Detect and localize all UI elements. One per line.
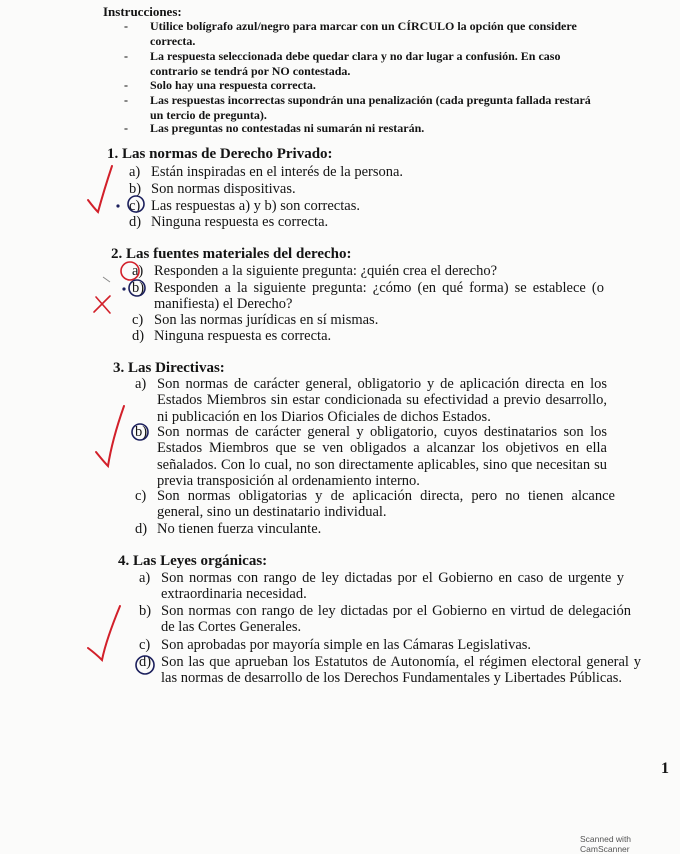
question-2-option-c[interactable]: c) Son las normas jurídicas en sí mismas. — [132, 312, 379, 328]
question-3-title: 3. Las Directivas: — [113, 360, 225, 376]
question-3-option-a[interactable]: a) Son normas de carácter general, obligatorio y de aplicación directa en los Estados Miembros sin estar condicionada su efectividad a previo desarrollo, ni publicación en los Diarios Oficiales de dichos Estados. — [135, 376, 607, 425]
question-1-option-b[interactable]: b) Son normas dispositivas. — [129, 181, 296, 197]
question-2-title: 2. Las fuentes materiales del derecho: — [111, 246, 352, 262]
blue-dot-icon — [116, 204, 119, 207]
instructions-title: Instrucciones: — [103, 4, 182, 19]
instruction-item: - Las preguntas no contestadas ni sumarán ni restarán. — [124, 121, 425, 135]
instruction-item: - Utilice bolígrafo azul/negro para marcar con un CÍRCULO la opción que considere correcta. — [124, 19, 577, 48]
question-1-option-c[interactable]: c) Las respuestas a) y b) son correctas. — [129, 198, 360, 214]
question-4-option-b[interactable]: b) Son normas con rango de ley dictadas por el Gobierno en virtud de delegación de las Cortes Generales. — [139, 603, 631, 636]
red-checkmark-icon — [88, 166, 112, 212]
page-number: 1 — [661, 760, 669, 777]
instruction-item: - La respuesta seleccionada debe quedar clara y no dar lugar a confusión. En caso contrario se tendrá por NO contestada. — [124, 49, 561, 78]
red-checkmark-icon — [88, 606, 120, 660]
question-3-option-d[interactable]: d) No tienen fuerza vinculante. — [135, 521, 322, 537]
scanner-watermark: Scanned with CamScanner — [580, 834, 632, 854]
question-3-option-b[interactable]: b) Son normas de carácter general y obligatorio, cuyos destinatarios son los Estados Miembros que se ven obligados a alcanzar los objetivos en ella señalados. Con lo cual, no son directamente aplicables, sino que necesitan su previa transposición al ordenamiento interno. — [135, 424, 607, 489]
red-x-icon — [94, 296, 110, 313]
question-1-title: 1. Las normas de Derecho Privado: — [107, 146, 333, 162]
question-4-option-c[interactable]: c) Son aprobadas por mayoría simple en las Cámaras Legislativas. — [139, 637, 532, 653]
instruction-item: - Las respuestas incorrectas supondrán una penalización (cada pregunta fallada restará un tercio de pregunta). — [124, 93, 591, 122]
question-4-title: 4. Las Leyes orgánicas: — [118, 553, 268, 569]
question-3-option-c[interactable]: c) Son normas obligatorias y de aplicación directa, pero no tienen alcance general, sino un destinatario individual. — [135, 488, 615, 521]
question-4-option-a[interactable]: a) Son normas con rango de ley dictadas por el Gobierno en caso de urgente y extraordinaria necesidad. — [139, 570, 624, 603]
question-2-option-d[interactable]: d) Ninguna respuesta es correcta. — [132, 328, 332, 344]
question-2-option-b[interactable]: b) Responden a la siguiente pregunta: ¿cómo (en qué forma) se establece (o manifiesta) el Derecho? — [132, 280, 604, 313]
question-2-option-a[interactable]: a) Responden a la siguiente pregunta: ¿quién crea el derecho? — [132, 263, 498, 279]
question-1-option-a[interactable]: a) Están inspiradas en el interés de la persona. — [129, 164, 404, 180]
instruction-item: - Solo hay una respuesta correcta. — [124, 78, 316, 92]
blue-dot-icon — [122, 287, 125, 290]
red-checkmark-icon — [96, 406, 124, 466]
question-1-option-d[interactable]: d) Ninguna respuesta es correcta. — [129, 214, 329, 230]
question-4-option-d[interactable]: d) Son las que aprueban los Estatutos de Autonomía, el régimen electoral general y las normas de desarrollo de los Derechos Fundamentales y Libertades Públicas. — [139, 654, 641, 687]
